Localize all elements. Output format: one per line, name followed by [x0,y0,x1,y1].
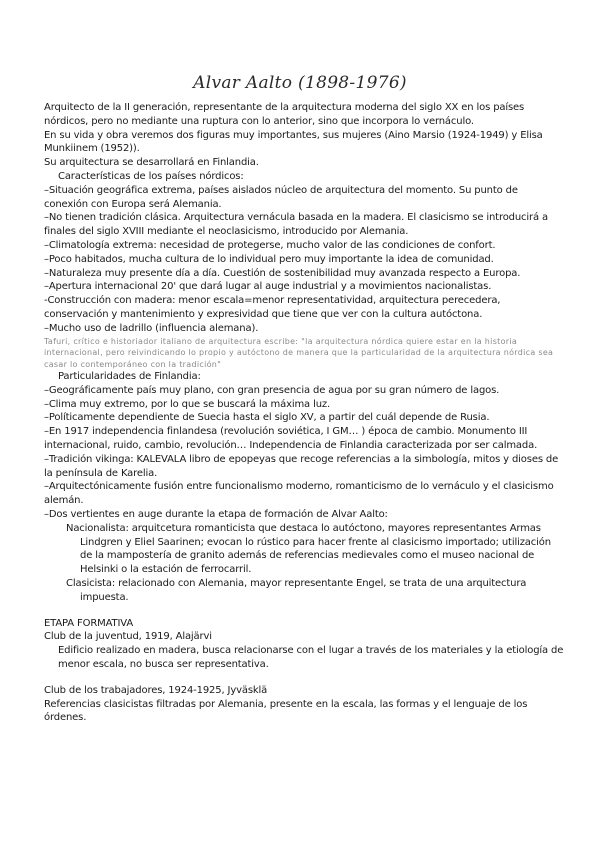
list-item: –En 1917 independencia finlandesa (revolución soviética, I GM… ) época de cambio. Monumento III internacional, ruido, cambio, revolución… Independencia de Finlandia caracterizada por ser calmada. [44,426,538,452]
nordic-heading: Características de los países nórdicos: [58,170,244,182]
intro-paragraph: Su arquitectura se desarrollará en Finlandia. [44,157,259,169]
finland-heading: Particularidades de Finlandia: [58,371,201,383]
list-item: –Situación geográfica extrema, países aislados núcleo de arquitectura del momento. Su punto de conexión con Europa será Alemania. [44,184,518,210]
list-item: –Apertura internacional 20' que dará lugar al auge industrial y a movimientos nacionalistas. [44,281,492,293]
list-item: –Geográficamente país muy plano, con gran presencia de agua por su gran número de lagos. [44,384,500,396]
document-title: Alvar Aalto (1898-1976) [193,73,407,93]
section-heading-formativa: ETAPA FORMATIVA [44,617,134,629]
list-item: –Poco habitados, mucha cultura de lo individual pero muy importante la idea de comunidad. [44,253,494,265]
list-item: –Arquitectónicamente fusión entre funcionalismo moderno, romanticismo de lo vernáculo y el clasicismo alemán. [44,481,554,507]
vertiente-clasicista: Clasicista: relacionado con Alemania, mayor representante Engel, se trata de una arquitectura impuesta. [66,578,527,603]
list-item: –Mucho uso de ladrillo (influencia alemana). [44,322,259,334]
document-body [44,101,564,725]
work-description: Edificio realizado en madera, busca relacionarse con el lugar a través de los materiales y la etiología de menor escala, no busca ser representativa. [58,645,564,670]
list-item: –Clima muy extremo, por lo que se buscará la máxima luz. [44,398,331,410]
work-title: Club de los trabajadores, 1924-1925, Jyväsklä [44,684,268,696]
tafuri-quote: Tafuri, crítico e historiador italiano de arquitectura escribe: "la arquitectura nórdica quiere estar en la historia internacional, pero reivindicando lo propio y autóctono de manera que la particularidad de la arquitectura nórdica sea casar lo contemporáneo con la tradición" [44,336,554,369]
work-title: Club de la juventud, 1919, Alajärvi [44,631,212,643]
list-item: –Climatología extrema: necesidad de protegerse, mucho valor de las condiciones de confort. [44,239,496,251]
list-item: –No tienen tradición clásica. Arquitectura vernácula basada en la madera. El clasicismo se introducirá a finales del siglo XVIII mediante el neoclasicismo, introducido por Alemania. [44,212,548,238]
list-item: –Naturaleza muy presente día a día. Cuestión de sostenibilidad muy avanzada respecto a Europa. [44,267,521,279]
list-item: -Construcción con madera: menor escala=menor representatividad, arquitectura perecedera, conservación y mantenimiento y expresividad que tiene que ver con la cultura autóctona. [44,295,501,320]
vertiente-nacionalista: Nacionalista: arquitcetura romanticista que destaca lo autóctono, mayores representantes Armas Lindgren y Eliel Saarinen; evocan lo rústico para hacer frente al clasicismo importado; utilización de la mampostería de granito además de referencias medievales como el museo nacional de Helsinki o la estación de ferrocarril. [66,522,551,576]
list-item: –Dos vertientes en auge durante la etapa de formación de Alvar Aalto: [44,509,388,521]
work-description: Referencias clasicistas filtradas por Alemania, presente en la escala, las formas y el lenguaje de los órdenes. [44,698,528,724]
intro-paragraph: En su vida y obra veremos dos figuras muy importantes, sus mujeres (Aino Marsio (1924-1949) y Elisa Munkiinem (1952)). [44,129,543,155]
list-item: –Tradición vikinga: KALEVALA libro de epopeyas que recoge referencias a la simbología, mitos y dioses de la península de Karelia. [44,453,559,479]
intro-paragraph: Arquitecto de la II generación, representante de la arquitectura moderna del siglo XX en los países nórdicos, pero no mediante una ruptura con lo anterior, sino que incorpora lo vernáculo. [44,102,525,127]
list-item: –Políticamente dependiente de Suecia hasta el siglo XV, a partir del cuál depende de Rusia. [44,412,490,424]
